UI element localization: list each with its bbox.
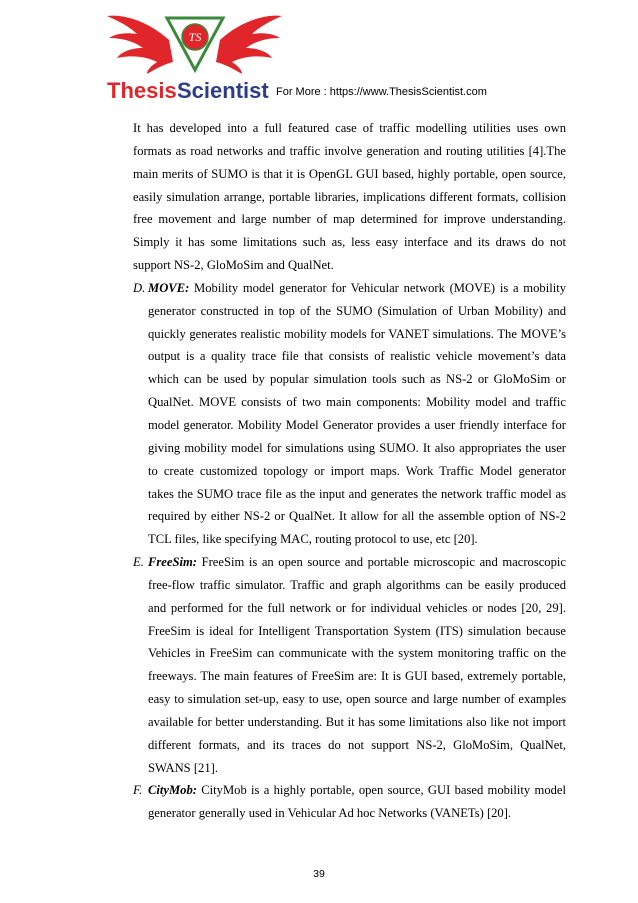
winged-shield-logo-icon [107,10,282,106]
intro-paragraph: It has developed into a full featured case of traffic modelling utilities uses own formats as road networks and traffic involve generation and routing utilities [4].The main merits of SUMO is that it is OpenGL GUI based, highly portable, open source, easily simulation arrange, portable libraries, implications different formats, collision free movement and large number of map determined for improve understanding. Simply it has some limitations such as, less easy interface and its draws do not support NS-2, GloMoSim and QualNet. [133,121,566,273]
svg-text:Thesis: Thesis [107,78,177,103]
item-title: FreeSim: [148,555,197,570]
header-website-link[interactable]: For More : https://www.ThesisScientist.com [276,86,487,98]
item-title: MOVE: [148,280,190,295]
item-letter: D. [133,280,146,295]
page-body [133,117,566,825]
item-body [148,277,566,551]
item-text: CityMob is a highly portable, open source, GUI based mobility model generator generally used in Vehicular Ad hoc Networks (VANETs) [20]. [148,783,566,821]
item-text: FreeSim is an open source and portable microscopic and macroscopic free-flow traffic simulator. Traffic and graph algorithms can be easily produced and performed for the full network or for individual vehicles or nodes [20, 29]. FreeSim is ideal for Intelligent Transportation System (ITS) simulation because Vehicles in FreeSim can communicate with the system monitoring traffic on the freeways. The main features of FreeSim are: It is GUI based, extremely portable, easy to simulation set-up, easy to use, open source and large number of examples available for better understanding. But it has some limitations also like not import different formats, and its traces do not support NS-2, GloMoSim, QualNet, SWANS [21]. [148,555,566,775]
list-item-move [133,277,566,551]
list-item-citymob [133,779,566,825]
item-text: Mobility model generator for Vehicular network (MOVE) is a mobility generator constructed in top of the SUMO (Simulation of Urban Mobility) and quickly generates realistic mobility models for VANET simulations. The MOVE’s output is a quality trace file that consists of realistic vehicle movement’s data which can be used by popular simulation tools such as NS-2 or GloMoSim or QualNet. MOVE consists of two main components: Mobility model and traffic model generator. Mobility Model Generator provides a user friendly interface for giving mobility model for simulations using SUMO. It also appropriates the user to create customized topology or import maps. Work Traffic Model generator takes the SUMO trace file as the input and generates the network traffic model as required by either NS-2 or QualNet. It allow for all the assemble option of NS-2 TCL files, like specifying MAC, routing protocol to use, etc [20]. [148,280,566,547]
svg-text:Scientist: Scientist [177,78,269,103]
thesis-scientist-logo[interactable] [107,10,282,106]
item-title: CityMob: [148,783,197,798]
item-body [148,551,566,779]
page-number: 39 [313,868,325,880]
item-body [148,779,566,825]
list-item-freesim [133,551,566,779]
svg-text:TS: TS [188,30,202,44]
item-letter: F. [133,783,143,798]
item-letter: E. [133,555,144,570]
